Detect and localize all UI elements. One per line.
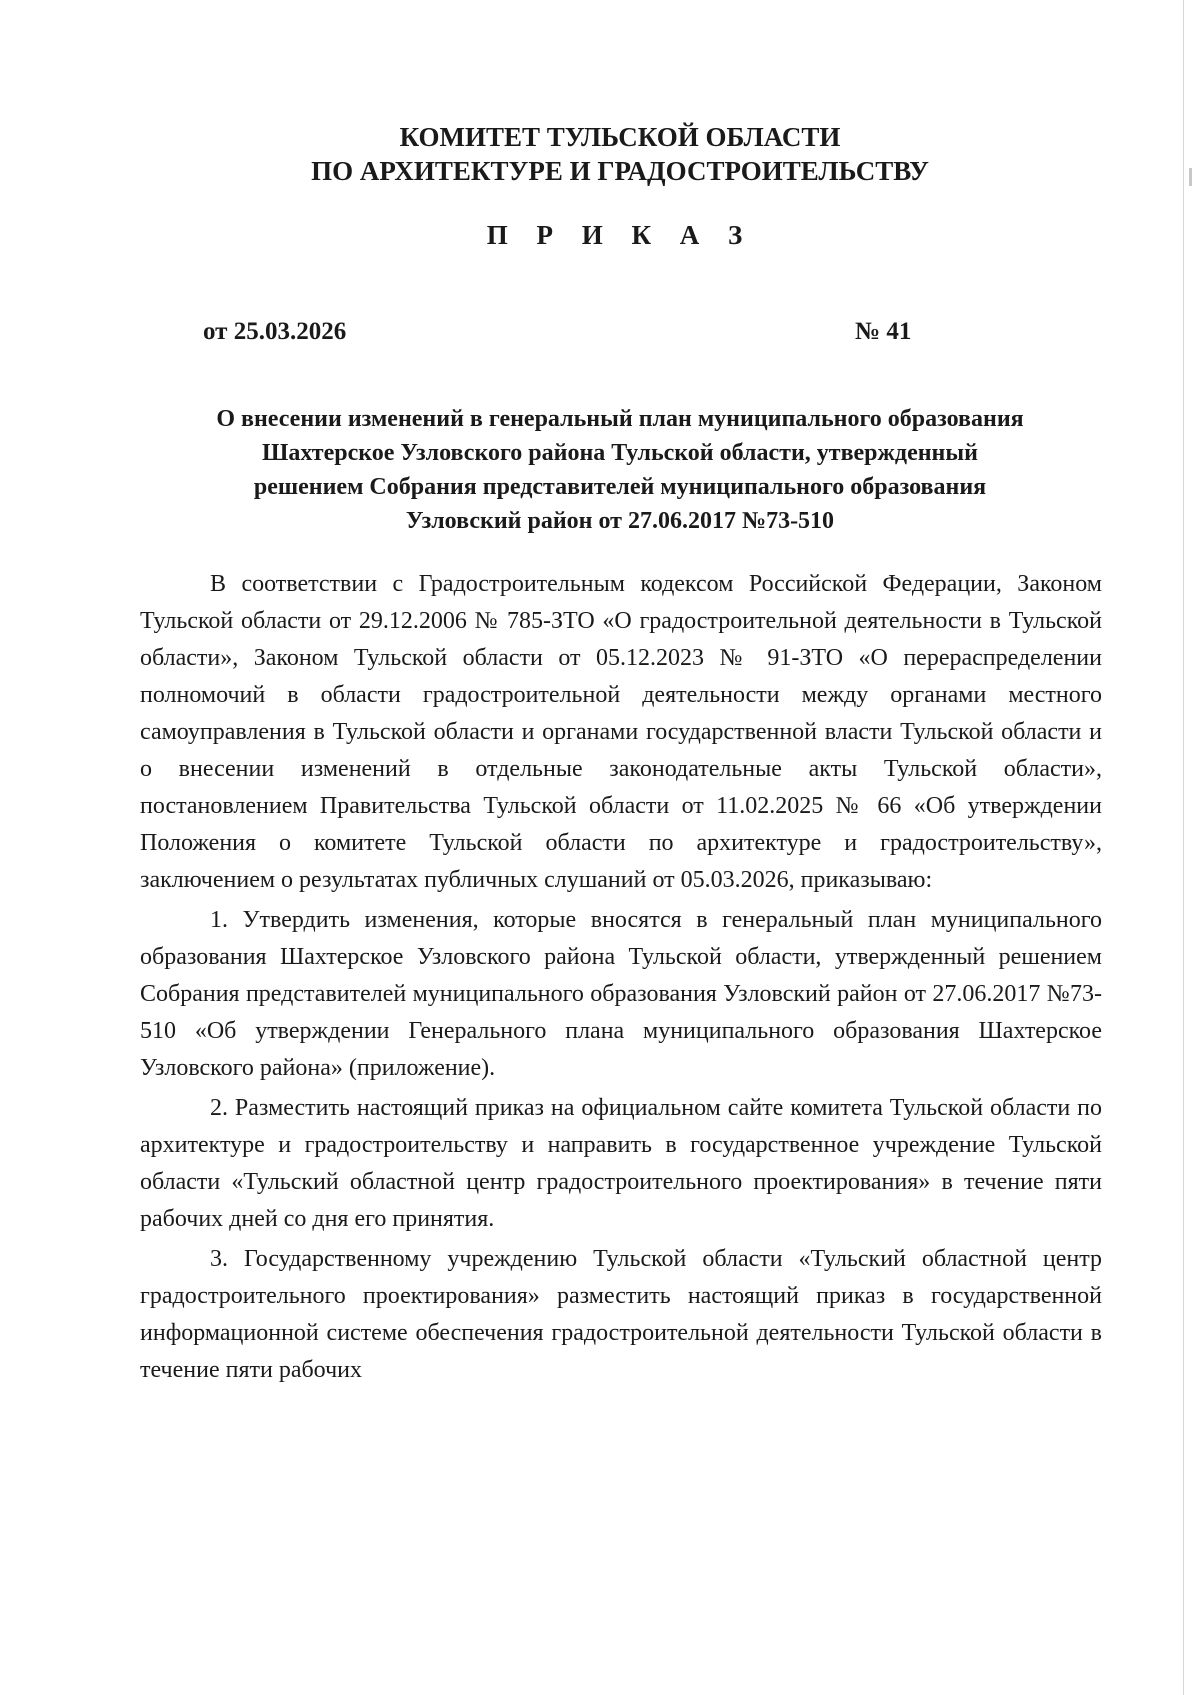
document-number: № 41 <box>855 318 912 345</box>
title-line3: решением Собрания представителей муниципального образования <box>253 474 987 500</box>
item-2-paragraph: 2. Разместить настоящий приказ на официальном сайте комитета Тульской области по архитектуре и градостроительству и направить в государственное учреждение Тульской области «Тульский областной центр градостроительного проектирования» в течение пяти рабочих дней со дня его принятия. <box>140 1095 1102 1232</box>
document-body <box>140 566 1102 1389</box>
title-line1: О внесении изменений в генеральный план муниципального образования <box>216 406 1024 432</box>
item-1-paragraph: 1. Утвердить изменения, которые вносятся в генеральный план муниципального образования Шахтерское Узловского района Тульской области, утвержденный решением Собрания представителей муниципального образования Узловский район от 27.06.2017 №73-510 «Об утверждении Генерального плана муниципального образования Шахтерское Узловского района» (приложение). <box>140 907 1102 1081</box>
committee-header <box>140 120 1100 188</box>
scan-edge-line <box>1183 0 1184 1695</box>
document-type: П Р И К А З <box>486 220 754 250</box>
title-line2: Шахтерское Узловского района Тульской области, утвержденный <box>262 440 978 466</box>
committee-name-line2: ПО АРХИТЕКТУРЕ И ГРАДОСТРОИТЕЛЬСТВУ <box>311 156 929 186</box>
document-date: от 25.03.2026 <box>203 318 347 345</box>
preamble-paragraph: В соответствии с Градостроительным кодексом Российской Федерации, Законом Тульской области от 29.12.2006 № 785-ЗТО «О градостроительной деятельности в Тульской области», Законом Тульской области от 05.12.2023 № 91-ЗТО «О перераспределении полномочий в области градостроительной деятельности между органами местного самоуправления в Тульской области и органами государственной власти Тульской области и о внесении изменений в отдельные законодательные акты Тульской области», постановлением Правительства Тульской области от 11.02.2025 № 66 «Об утверждении Положения о комитете Тульской области по архитектуре и градостроительству», заключением о результатах публичных слушаний от 05.03.2026, приказываю: <box>140 571 1102 893</box>
title-line4: Узловский район от 27.06.2017 №73-510 <box>405 508 835 534</box>
scan-edge-mark <box>1189 168 1192 186</box>
document-title <box>140 402 1100 538</box>
committee-name-line1: КОМИТЕТ ТУЛЬСКОЙ ОБЛАСТИ <box>399 122 841 152</box>
item-3-paragraph: 3. Государственному учреждению Тульской области «Тульский областной центр градостроительного проектирования» разместить настоящий приказ в государственной информационной системе обеспечения градостроительной деятельности Тульской области в течение пяти рабочих <box>140 1246 1102 1383</box>
